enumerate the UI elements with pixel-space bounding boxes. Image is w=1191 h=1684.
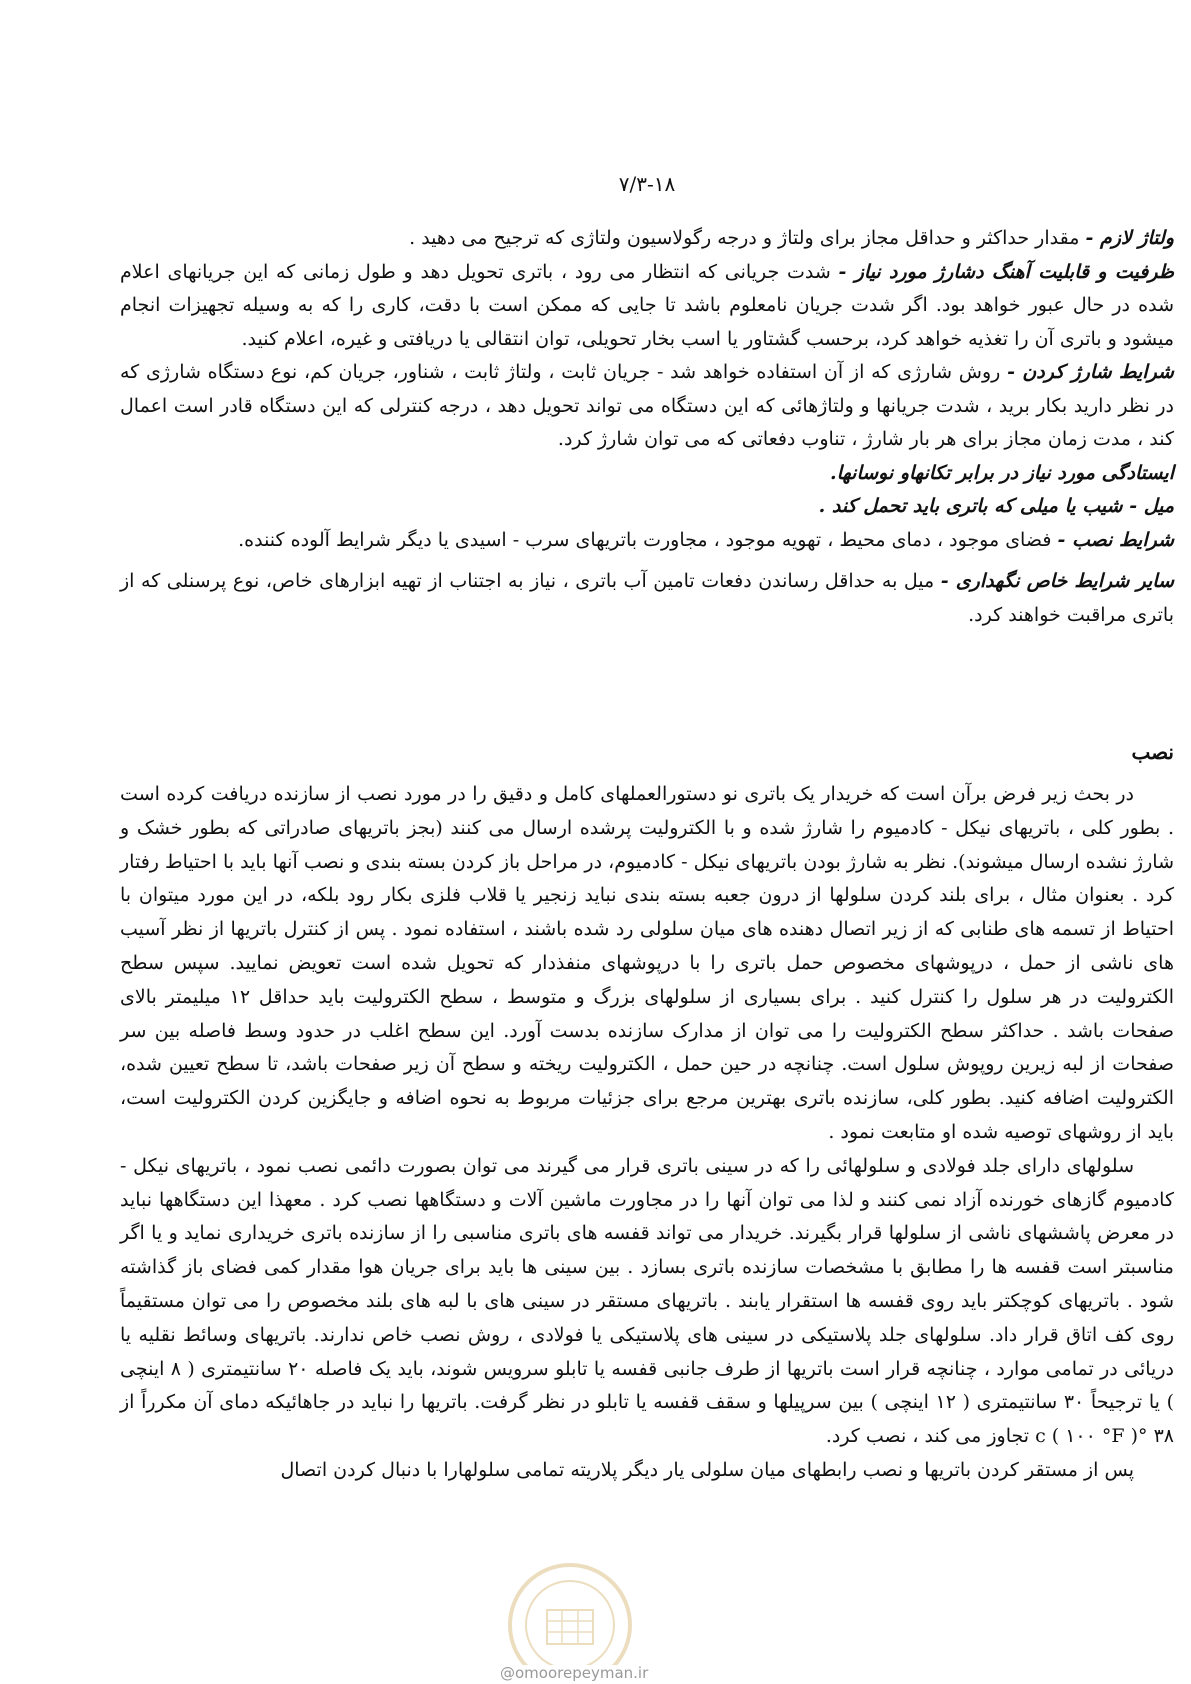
requirement-item bbox=[120, 490, 1174, 524]
requirement-text: میل به حداقل رساندن دفعات تامین آب باتری ، نیاز به اجتناب از تهیه ابزارهای خاص، نوع پرسنلی که از باتری مراقبت خواهند کرد. bbox=[120, 570, 1174, 626]
requirement-text: فضای موجود ، دمای محیط ، تهویه موجود ، مجاورت باتریهای سرب - اسیدی یا دیگر شرایط آلوده کننده. bbox=[238, 528, 1058, 551]
requirement-term: ظرفیت و قابلیت آهنگ دشارژ مورد نیاز - bbox=[838, 260, 1174, 283]
requirement-text: مقدار حداکثر و حداقل مجاز برای ولتاژ و درجه رگولاسیون ولتاژی که ترجیح می دهید . bbox=[409, 227, 1086, 249]
requirement-term: ولتاژ لازم - bbox=[1085, 227, 1174, 249]
document-page bbox=[120, 0, 1174, 1684]
footer-watermark: @omoorepeyman.ir bbox=[500, 1664, 649, 1682]
requirement-term: سایر شرایط خاص نگهداری - bbox=[940, 570, 1174, 592]
body-paragraph: در بحث زیر فرض برآن است که خریدار یک باتری نو دستورالعملهای کامل و دقیق را در مورد نصب از سازنده دریافت کرده است . بطور کلی ، باتریهای نیکل - کادمیوم را شارژ شده و با الکترولیت پرشده ارسال می کنند (بجز باتریهای صادراتی که بطور خشک و شارژ نشده ارسال میشوند). نظر به شارژ بودن باتریهای نیکل - کادمیوم، در مراحل باز کردن بسته بندی و نصب آنها باید با احتیاط رفتار کرد . بعنوان مثال ، برای بلند کردن سلولها از درون جعبه بسته بندی نباید زنجیر یا قلاب فلزی بکار رود بلکه، در این مورد میتوان با احتیاط از تسمه های طنابی که از زیر اتصال دهنده های میان سلولی رد شده باشند ، استفاده نمود . پس از کنترل باتریها از نظر آسیب های ناشی از حمل ، درپوشهای مخصوص حمل باتری را با درپوشهای منفذدار که تحویل شده است تعویض نمایید. سپس سطح الکترولیت در هر سلول را کنترل کنید . برای بسیاری از سلولهای بزرگ و متوسط ، سطح الکترولیت باید حداقل ۱۲ میلیمتر بالای صفحات باشد . حداکثر سطح الکترولیت را می توان از مدارک سازنده بدست آورد. این سطح اغلب در حدود وسط فاصله بین سر صفحات از لبه زیرین روپوش سلول است. چنانچه در حین حمل ، الکترولیت ریخته و سطح آن زیر صفحات باشد، تا سطح تعیین شده، الکترولیت اضافه کنید. بطور کلی، سازنده باتری بهترین مرجع برای جزئیات مربوط به نحوه اضافه و جایگزین کردن الکترولیت است، باید از روشهای توصیه شده او متابعت نمود . bbox=[120, 783, 1174, 1143]
body-paragraph: پس از مستقر کردن باتریها و نصب رابطهای میان سلولی یار دیگر پلاریته تمامی سلولهارا با دنبال کردن اتصال bbox=[280, 1458, 1134, 1481]
requirement-item bbox=[120, 356, 1174, 457]
watermark-seal-icon bbox=[485, 1555, 655, 1665]
requirement-item bbox=[120, 256, 1174, 357]
requirement-item bbox=[120, 565, 1174, 632]
requirement-text: روش شارژی که از آن استفاده خواهد شد - جریان ثابت ، ولتاژ ثابت ، شناور، جریان کم، نوع دستگاه شارژی که در نظر دارید بکار برید ، شدت جریانها و ولتاژهائی که این دستگاه می تواند تحویل دهد ، درجه کنترلی که این دستگاه قادر است اعمال کند ، مدت زمان مجاز برای هر بار شارژ ، تناوب دفعاتی که می توان شارژ کرد. bbox=[120, 361, 1174, 450]
requirement-term: ایستادگی مورد نیاز در برابر تکانهاو نوسانها. bbox=[830, 461, 1174, 484]
requirement-item bbox=[120, 524, 1174, 558]
requirements-list bbox=[120, 222, 1174, 632]
body-paragraph: سلولهای دارای جلد فولادی و سلولهائی را که در سینی باتری قرار می گیرند می توان بصورت دائمی نصب نمود ، باتریهای نیکل - کادمیوم گازهای خورنده آزاد نمی کنند و لذا می توان آنها را در مجاورت ماشین آلات و دستگاهها نصب کرد . معهذا این دستگاهها نباید در معرض پاششهای ناشی از سلولها قرار بگیرند. خریدار می تواند قفسه های باتری مناسبی را از سازنده باتری خریداری نماید و یا اگر مناسبتر است قفسه ها را مطابق با مشخصات سازنده باتری بسازد . بین سینی ها باید برای جریان هوا مقدار کمی فضای باز گذاشته شود . باتریهای کوچکتر باید روی قفسه ها استقرار یابند . باتریهای مستقر در سینی های با لبه های بلند مخصوص را می توان مستقیماً روی کف اتاق قرار داد. سلولهای جلد پلاستیکی در سینی های پلاستیکی یا فولادی ، روش نصب خاص ندارند. باتریهای وسائط نقلیه یا دریائی در تمامی موارد ، چنانچه قرار است باتریها از طرف جانبی قفسه یا تابلو سرویس شوند، باید یک فاصله ۲۰ سانتیمتری ( ۸ اینچی ) یا ترجیحاً ۳۰ سانتیمتری ( ۱۲ اینچی ) بین سرپیلها و سقف قفسه یا تابلو در نظر گرفت. باتریها را نباید در جاهائیکه دمای آن مکرراً از ۳۸ °c ( ۱۰۰ °F ) تجاوز می کند ، نصب کرد. bbox=[120, 1154, 1174, 1448]
installation-section bbox=[120, 740, 1174, 1488]
requirement-term: شرایط شارژ کردن - bbox=[1007, 361, 1174, 383]
page-number: ۷/۳-۱۸ bbox=[618, 172, 676, 196]
requirement-term: شرایط نصب - bbox=[1057, 528, 1174, 551]
requirement-item bbox=[120, 457, 1174, 491]
requirement-text: شدت جریانی که انتظار می رود ، باتری تحویل دهد و طول زمانی که این جریانهای اعلام شده در حال عبور خواهد بود. اگر شدت جریان نامعلوم باشد تا جایی که ممکن است با دقت، کاری را که به وسیله تجهیزات انجام میشود و باتری آن را تغذیه خواهد کرد، برحسب گشتاور یا اسب بخار تحویلی، توان انتقالی یا دریافتی و غیره، اعلام کنید. bbox=[120, 260, 1174, 350]
requirement-term: میل - شیب یا میلی که باتری باید تحمل کند . bbox=[818, 495, 1174, 517]
section-heading: نصب bbox=[1131, 740, 1174, 764]
requirement-item bbox=[120, 222, 1174, 256]
